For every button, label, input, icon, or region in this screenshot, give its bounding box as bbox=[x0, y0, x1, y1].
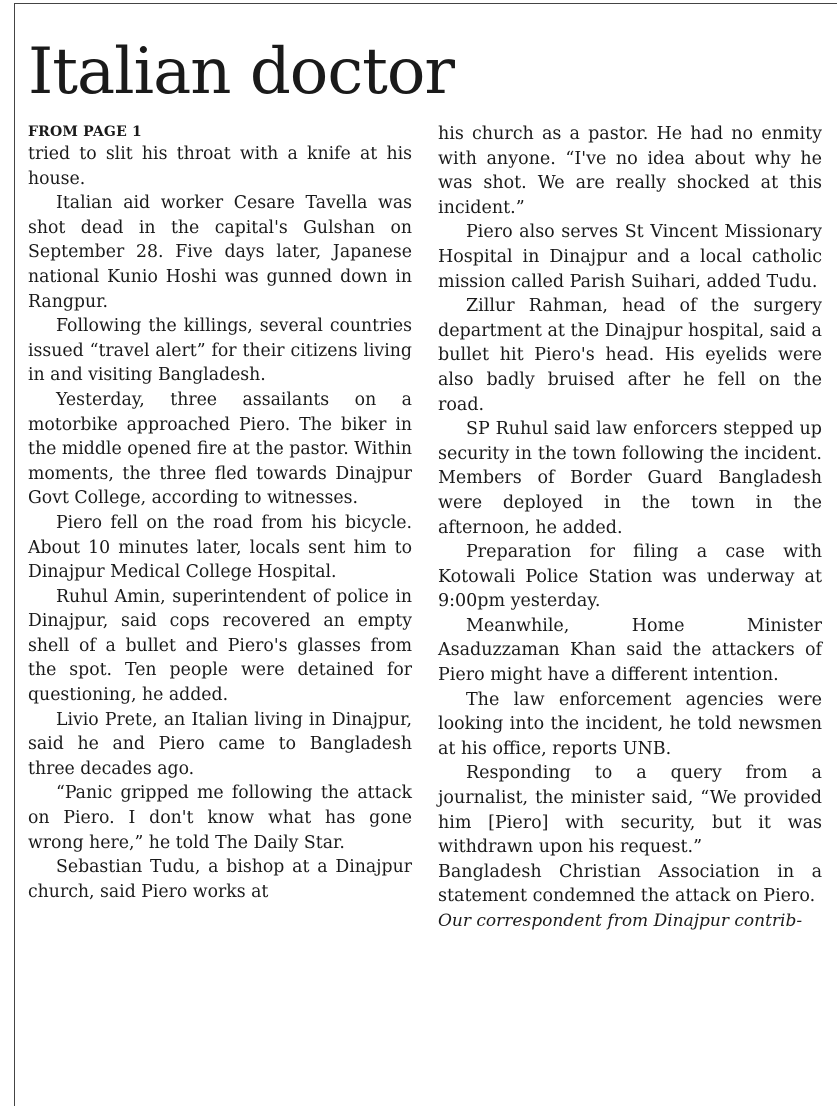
jump-line: FROM PAGE 1 bbox=[28, 124, 142, 140]
paragraph: Piero fell on the road from his bicycle. About 10 minutes later, locals sent him to Dinajpur Medical College Hospital. bbox=[28, 512, 412, 583]
paragraph: Bangladesh Christian Association in a statement condemned the attack on Piero. bbox=[438, 861, 822, 907]
paragraph: SP Ruhul said law enforcers stepped up security in the town following the incident. Members of Border Guard Bangladesh were deployed in the town in the afternoon, he added. bbox=[438, 419, 822, 538]
paragraph: Zillur Rahman, head of the surgery department at the Dinajpur hospital, said a bullet hit Piero's head. His eyelids were also badly bruised after he fell on the road. bbox=[438, 296, 822, 415]
paragraph: Preparation for filing a case with Kotowali Police Station was underway at 9:00pm yesterday. bbox=[438, 542, 822, 612]
credit-line: Our correspondent from Dinajpur contrib- bbox=[438, 911, 803, 931]
paragraph: Piero also serves St Vincent Missionary Hospital in Dinajpur and a local catholic mission called Parish Suihari, added Tudu. bbox=[438, 222, 822, 292]
right-column bbox=[438, 122, 822, 934]
top-border-rule bbox=[14, 3, 837, 4]
paragraph: Following the killings, several countries issued “travel alert” for their citizens living in and visiting Bangladesh. bbox=[28, 316, 412, 386]
paragraph: Sebastian Tudu, a bishop at a Dinajpur church, said Piero works at bbox=[28, 857, 412, 902]
paragraph: Meanwhile, Home Minister Asaduzzaman Khan said the attackers of Piero might have a different intention. bbox=[438, 615, 822, 686]
paragraph: Yesterday, three assailants on a motorbike approached Piero. The biker in the middle opened fire at the pastor. Within moments, the three fled towards Dinajpur Govt College, according to witnesses. bbox=[28, 389, 412, 509]
paragraph: tried to slit his throat with a knife at his house. bbox=[28, 144, 412, 189]
paragraph: The law enforcement agencies were looking into the incident, he told newsmen at his office, reports UNB. bbox=[438, 689, 822, 759]
paragraph: Responding to a query from a journalist, the minister said, “We provided him [Piero] with security, but it was withdrawn upon his request.” bbox=[438, 763, 822, 858]
paragraph: Italian aid worker Cesare Tavella was shot dead in the capital's Gulshan on September 28. Five days later, Japanese national Kunio Hoshi was gunned down in Rangpur. bbox=[28, 193, 412, 312]
paragraph: Ruhul Amin, superintendent of police in Dinajpur, said cops recovered an empty shell of a bullet and Piero's glasses from the spot. Ten people were detained for questioning, he added. bbox=[28, 586, 412, 706]
headline: Italian doctor bbox=[28, 35, 454, 109]
paragraph: Livio Prete, an Italian living in Dinajpur, said he and Piero came to Bangladesh three decades ago. bbox=[28, 709, 412, 779]
left-border-rule bbox=[14, 3, 15, 1106]
left-column bbox=[28, 122, 412, 904]
paragraph: “Panic gripped me following the attack on Piero. I don't know what has gone wrong here,” he told The Daily Star. bbox=[28, 783, 412, 853]
paragraph: his church as a pastor. He had no enmity with anyone. “I've no idea about why he was shot. We are really shocked at this incident.” bbox=[438, 124, 822, 218]
